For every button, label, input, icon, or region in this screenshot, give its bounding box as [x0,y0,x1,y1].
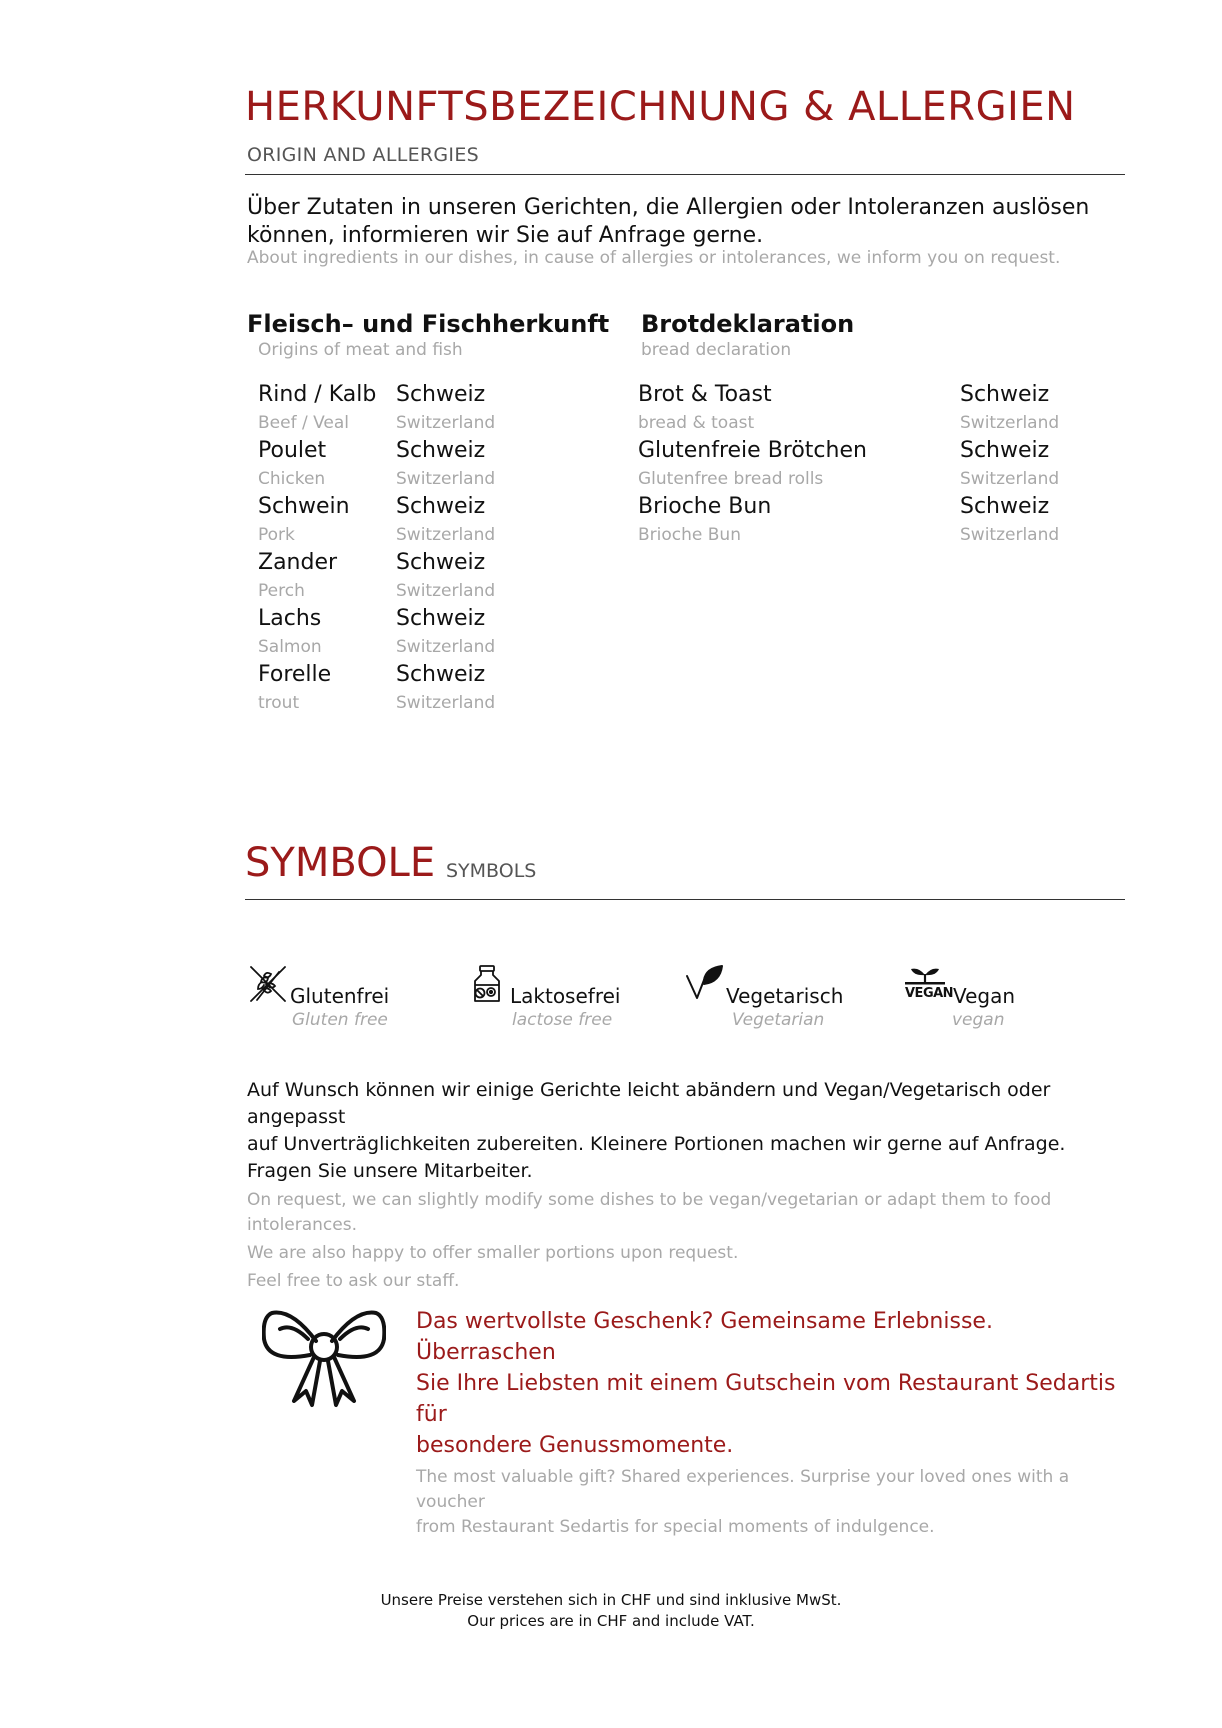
list-item [258,660,376,716]
divider [245,899,1125,900]
modification-note [247,1077,1147,1294]
bread-heading: Brotdeklaration [641,310,855,338]
origin-en: Switzerland [396,637,496,657]
list-item [258,604,376,660]
symbol-label-de: Glutenfrei [290,984,390,1008]
divider [245,174,1125,175]
origin-de: Schweiz [960,494,1050,519]
symbols-title: SYMBOLE [245,840,436,886]
origin-en: Switzerland [396,469,496,489]
gift-line-de: Das wertvollste Geschenk? Gemeinsame Erlebnisse. Überraschen [416,1309,993,1365]
meat-name-en: trout [258,693,300,713]
bread-name-list [638,380,867,548]
symbol-label-en: lactose free [512,1010,613,1030]
list-item [258,548,376,604]
list-item [258,380,376,436]
list-item [258,492,376,548]
symbol-label-de: Vegan [953,984,1016,1008]
page-subtitle: ORIGIN AND ALLERGIES [247,144,479,166]
note-line-en: We are also happy to offer smaller portions upon request. [247,1243,739,1263]
list-item [638,436,867,492]
origin-de: Schweiz [960,382,1050,407]
note-line-en: On request, we can slightly modify some dishes to be vegan/vegetarian or adapt them to food intolerances. [247,1190,1052,1235]
list-item [960,436,1059,492]
meat-subheading: Origins of meat and fish [258,340,463,360]
meat-name-en: Perch [258,581,305,601]
origin-de: Schweiz [396,382,486,407]
meat-name-de: Schwein [258,494,350,519]
list-item [396,604,495,660]
bread-name-en: bread & toast [638,413,755,433]
bow-icon [262,1305,386,1411]
meat-name-en: Pork [258,525,295,545]
gift-line-de: Sie Ihre Liebsten mit einem Gutschein vom Restaurant Sedartis für [416,1371,1116,1427]
list-item [638,380,867,436]
note-line-de: Auf Wunsch können wir einige Gerichte leicht abändern und Vegan/Vegetarisch oder angepasst [247,1079,1051,1128]
lactose-free-icon [466,962,510,1006]
origin-en: Switzerland [396,525,496,545]
origin-en: Switzerland [960,413,1060,433]
origin-de: Schweiz [396,550,486,575]
origin-en: Switzerland [396,693,496,713]
meat-name-en: Chicken [258,469,326,489]
meat-heading: Fleisch– und Fischherkunft [247,310,610,338]
list-item [960,380,1059,436]
list-item [960,492,1059,548]
page-title: HERKUNFTSBEZEICHNUNG & ALLERGIEN [245,84,1076,130]
origin-de: Schweiz [396,494,486,519]
origin-de: Schweiz [960,438,1050,463]
symbol-label-de: Vegetarisch [726,984,844,1008]
intro-text-de: Über Zutaten in unseren Gerichten, die Allergien oder Intoleranzen auslösen können, informieren wir Sie auf Anfrage gerne. [247,195,1090,248]
meat-name-de: Rind / Kalb [258,382,377,407]
note-line-en: Feel free to ask our staff. [247,1271,460,1291]
gift-line-de: besondere Genussmomente. [416,1433,734,1458]
vegetarian-icon [684,962,728,1006]
symbol-label-de: Laktosefrei [510,984,621,1008]
meat-origin-list [396,380,495,716]
bread-origin-list [960,380,1059,548]
list-item [396,436,495,492]
list-item [396,380,495,436]
footer-price-note [0,1590,1222,1632]
bread-subheading: bread declaration [641,340,792,360]
meat-name-de: Poulet [258,438,327,463]
list-item [396,492,495,548]
symbol-label-en: vegan [952,1010,1005,1030]
footer-line-en: Our prices are in CHF and include VAT. [467,1612,755,1630]
vegan-badge: VEGAN [905,986,954,1001]
bread-name-en: Glutenfree bread rolls [638,469,824,489]
list-item [638,492,867,548]
gluten-free-icon [246,962,290,1006]
intro-text-en: About ingredients in our dishes, in cause of allergies or intolerances, we inform you on request. [247,248,1061,268]
meat-name-de: Zander [258,550,338,575]
footer-line-de: Unsere Preise verstehen sich in CHF und sind inklusive MwSt. [380,1591,842,1609]
origin-en: Switzerland [960,525,1060,545]
gift-line-en: The most valuable gift? Shared experiences. Surprise your loved ones with a voucher [416,1467,1070,1512]
origin-en: Switzerland [396,581,496,601]
origin-en: Switzerland [396,413,496,433]
bread-name-de: Glutenfreie Brötchen [638,438,867,463]
meat-name-de: Forelle [258,662,332,687]
bread-name-de: Brioche Bun [638,494,772,519]
origin-de: Schweiz [396,662,486,687]
meat-name-en: Salmon [258,637,322,657]
list-item [396,548,495,604]
symbols-subtitle: SYMBOLS [446,860,537,882]
list-item [396,660,495,716]
gift-voucher-text [416,1306,1136,1540]
bread-name-en: Brioche Bun [638,525,741,545]
list-item [258,436,376,492]
note-line-de: Fragen Sie unsere Mitarbeiter. [247,1160,533,1182]
bread-name-de: Brot & Toast [638,382,772,407]
origin-de: Schweiz [396,438,486,463]
meat-name-de: Lachs [258,606,322,631]
meat-name-en: Beef / Veal [258,413,350,433]
origin-de: Schweiz [396,606,486,631]
gift-line-en: from Restaurant Sedartis for special moments of indulgence. [416,1517,935,1537]
meat-name-list [258,380,376,716]
symbol-label-en: Vegetarian [732,1010,825,1030]
note-line-de: auf Unverträglichkeiten zubereiten. Kleinere Portionen machen wir gerne auf Anfrage. [247,1133,1066,1155]
origin-en: Switzerland [960,469,1060,489]
symbol-label-en: Gluten free [292,1010,388,1030]
